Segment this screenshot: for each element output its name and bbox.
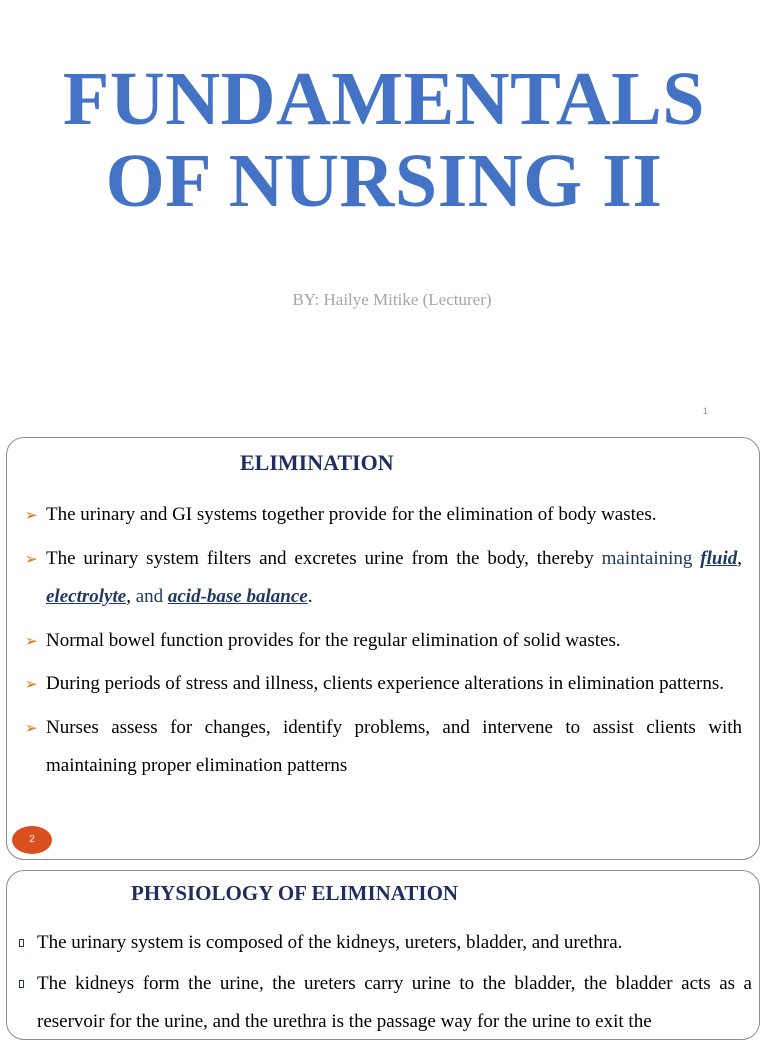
bullet-text: maintaining [602, 548, 693, 569]
bullet-text: Nurses assess for changes, identify problems, and intervene to assist clients with maintaining proper elimination patterns [46, 717, 742, 777]
author-byline: BY: Hailye Mitike (Lecturer) [0, 290, 768, 310]
list-item: ➢ The urinary system filters and excretes urine from the body, thereby maintaining fluid, electrolyte, and acid-base balance. [25, 540, 742, 617]
bullet-text: The urinary system is composed of the kidneys, ureters, bladder, and urethra. [37, 932, 622, 953]
bullet-text: The urinary system filters and excretes urine from the body, thereby [46, 548, 594, 569]
arrow-bullet-icon: ➢ [25, 540, 38, 579]
bullet-text: The kidneys form the urine, the ureters carry urine to the bladder, the bladder acts as a reservoir for the urine, and the urethra is the passage way for the urine to exit the [37, 973, 752, 1033]
physiology-slide [6, 870, 760, 1040]
arrow-bullet-icon: ➢ [25, 622, 38, 661]
list-item [25, 622, 742, 661]
square-bullet-icon [19, 939, 24, 947]
slide-heading: PHYSIOLOGY OF ELIMINATION [131, 881, 458, 906]
page-number: 1 [703, 406, 708, 416]
bullet-text: During periods of stress and illness, clients experience alterations in elimination patterns. [46, 673, 724, 694]
keyword-fluid: fluid [700, 548, 737, 569]
slide-title [0, 58, 768, 222]
arrow-bullet-icon: ➢ [25, 496, 38, 535]
bullet-list [25, 496, 742, 791]
title-slide [0, 0, 768, 430]
keyword-electrolyte: electrolyte [46, 586, 126, 607]
list-item [17, 965, 752, 1040]
bullet-text: Normal bowel function provides for the regular elimination of solid wastes. [46, 630, 621, 651]
keyword-acid-base-balance: acid-base balance [168, 586, 308, 607]
arrow-bullet-icon: ➢ [25, 665, 38, 704]
bullet-text: and [136, 586, 163, 607]
title-line-2: OF NURSING II [106, 139, 663, 223]
slide-heading: ELIMINATION [240, 450, 394, 476]
title-line-1: FUNDAMENTALS [63, 57, 705, 141]
list-item [17, 924, 752, 963]
square-bullet-icon [19, 980, 24, 988]
elimination-slide [6, 437, 760, 860]
bullet-list [17, 924, 752, 1040]
arrow-bullet-icon: ➢ [25, 709, 38, 748]
bullet-text: The urinary and GI systems together provide for the elimination of body wastes. [46, 504, 657, 525]
list-item [25, 496, 742, 535]
page-number-badge: 2 [12, 826, 52, 854]
list-item [25, 709, 742, 786]
list-item [25, 665, 742, 704]
